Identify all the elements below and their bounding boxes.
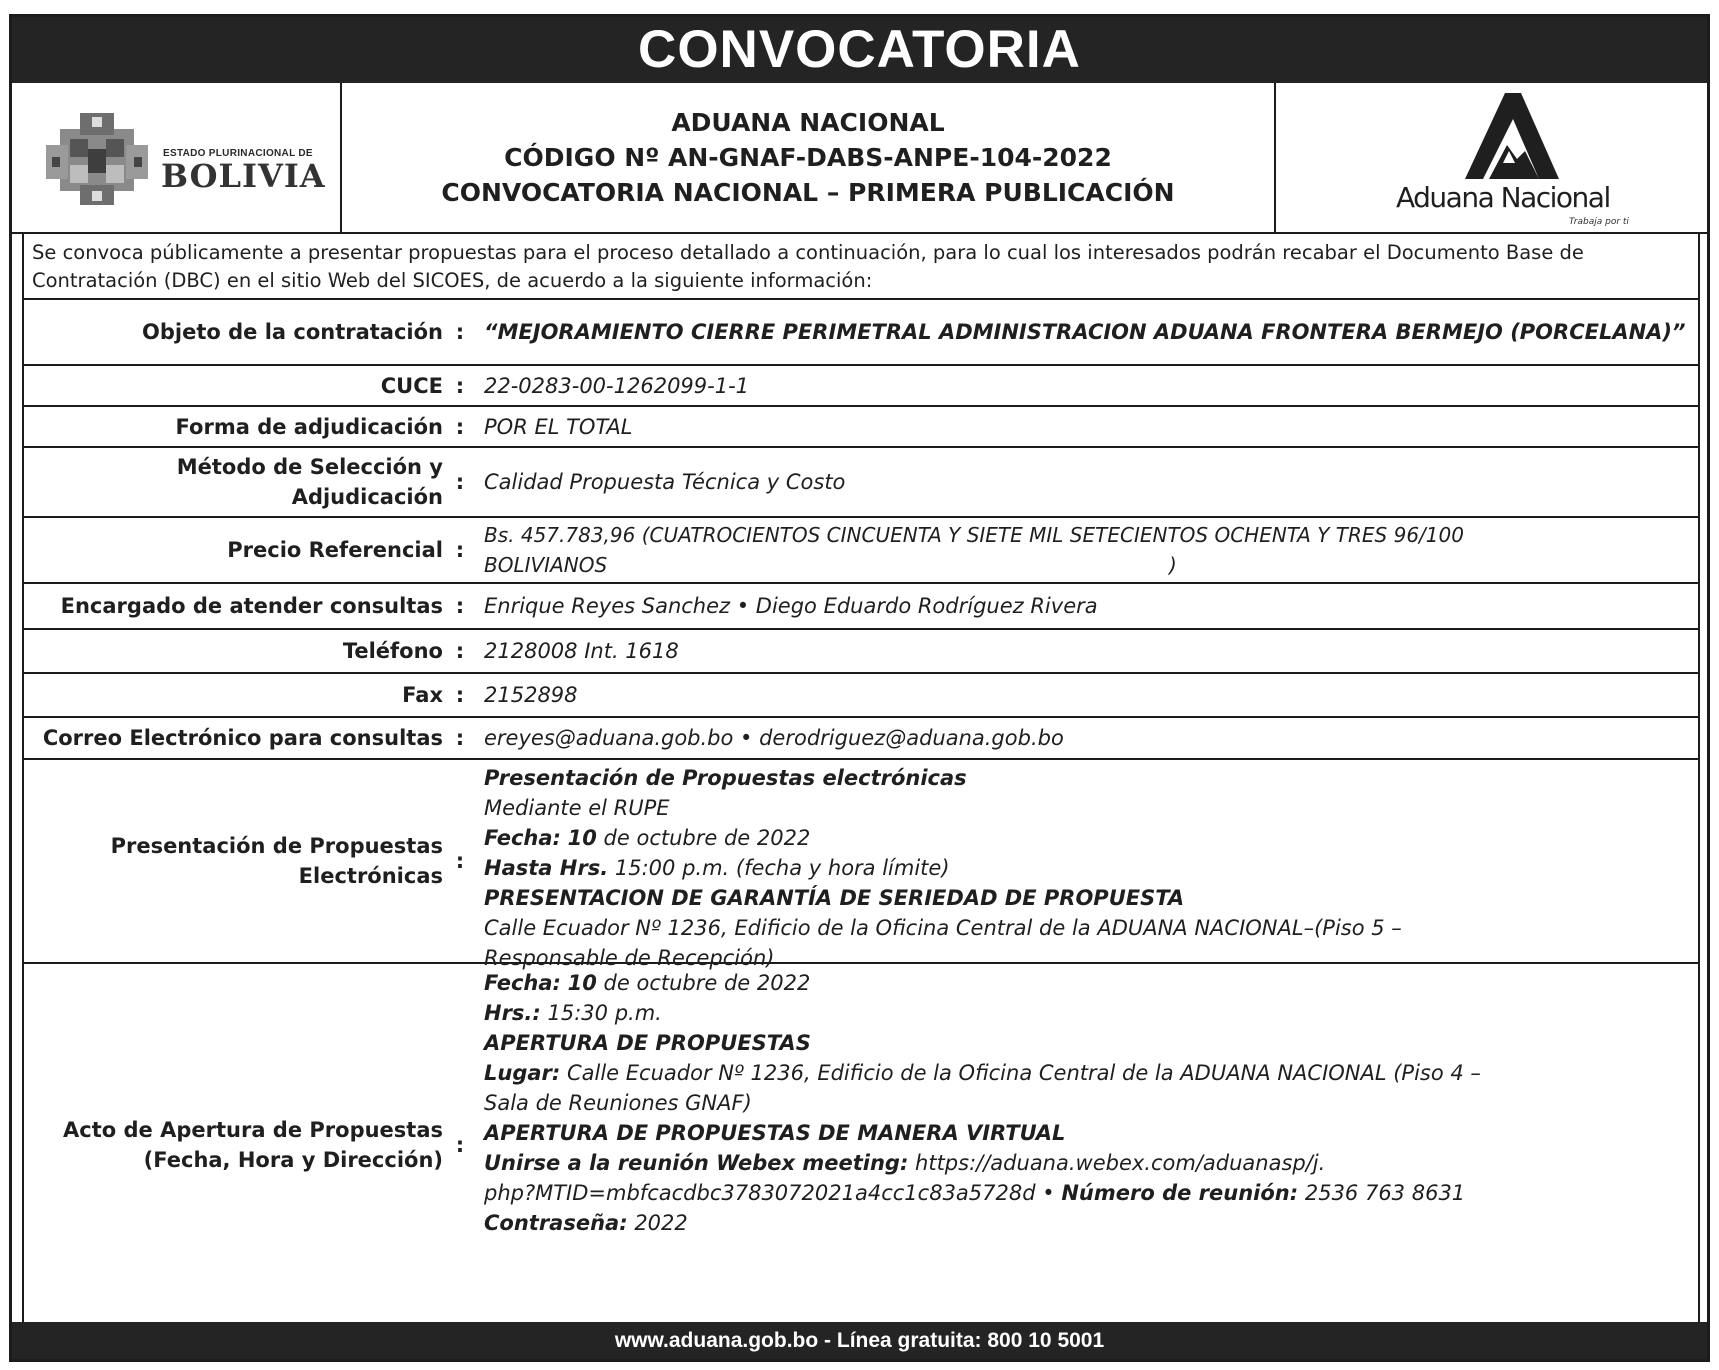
presentacion-hasta bbox=[484, 853, 1689, 883]
fecha-rest: de octubre de 2022 bbox=[603, 971, 811, 995]
row-value bbox=[484, 300, 1689, 364]
apertura-label-line1: Acto de Apertura de Propuestas bbox=[63, 1118, 443, 1142]
header-title-line3: CONVOCATORIA NACIONAL – PRIMERA PUBLICACIÓN bbox=[441, 178, 1175, 207]
row-label bbox=[24, 964, 447, 1326]
header-title-line2: CÓDIGO Nº AN-GNAF-DABS-ANPE-104-2022 bbox=[504, 143, 1112, 172]
forma-value: POR EL TOTAL bbox=[484, 414, 633, 439]
row-label: Correo Electrónico para consultas bbox=[42, 726, 443, 750]
fecha-rest: de octubre de 2022 bbox=[603, 826, 811, 850]
telefono-value: 2128008 Int. 1618 bbox=[484, 639, 679, 663]
lugar-label: Lugar: bbox=[484, 1061, 561, 1085]
header-title-line1: ADUANA NACIONAL bbox=[671, 108, 945, 137]
row-value bbox=[484, 366, 1689, 405]
row-colon: : bbox=[455, 683, 465, 707]
row-forma bbox=[24, 407, 1698, 448]
intro-paragraph: Se convoca públicamente a presentar propuestas para el proceso detallado a continuación, para lo cual los interesados podrán recabar el Documento Base de Contratación (DBC) en el sitio Web del SICOES, de acuerdo a la siguiente información: bbox=[24, 234, 1698, 300]
hasta-label: Hasta Hrs. bbox=[484, 856, 609, 880]
garantia-line1: Calle Ecuador Nº 1236, Edificio de la Oficina Central de la ADUANA NACIONAL–(Piso 5 – bbox=[484, 916, 1402, 940]
fax-value: 2152898 bbox=[484, 683, 578, 707]
row-colon: : bbox=[455, 414, 465, 439]
header-box bbox=[12, 83, 1707, 234]
precio-close-paren: ) bbox=[1169, 553, 1177, 577]
virtual-title: APERTURA DE PROPUESTAS DE MANERA VIRTUAL bbox=[484, 1121, 1066, 1145]
apertura-lugar bbox=[484, 1058, 1689, 1088]
precio-value-line2 bbox=[484, 550, 1689, 580]
apertura-fecha bbox=[484, 968, 1689, 998]
row-correo bbox=[24, 718, 1698, 760]
objeto-value: “MEJORAMIENTO CIERRE PERIMETRAL ADMINISTRACION ADUANA FRONTERA BERMEJO (PORCELANA)” bbox=[484, 320, 1686, 344]
webex-label: Unirse a la reunión Webex meeting: bbox=[484, 1151, 909, 1175]
aduana-mountain-icon bbox=[1459, 93, 1559, 181]
webex-line bbox=[484, 1148, 1689, 1178]
row-value bbox=[484, 407, 1689, 446]
row-colon: : bbox=[455, 470, 465, 494]
fecha-label: Fecha: bbox=[484, 971, 561, 995]
row-encargado bbox=[24, 584, 1698, 630]
row-apertura bbox=[24, 964, 1698, 1326]
bolivia-logo bbox=[12, 83, 342, 232]
correo-value[interactable]: ereyes@aduana.gob.bo • derodriguez@aduana.gob.bo bbox=[484, 726, 1064, 750]
row-colon: : bbox=[455, 849, 465, 873]
hasta-value: 15:00 p.m. (fecha y hora límite) bbox=[614, 856, 950, 880]
fecha-day: 10 bbox=[567, 971, 597, 995]
row-colon: : bbox=[455, 373, 465, 398]
row-value bbox=[484, 518, 1689, 582]
row-value bbox=[484, 760, 1689, 970]
info-table bbox=[22, 234, 1700, 1326]
aduana-logo-slogan: Trabaja por ti bbox=[1569, 217, 1629, 227]
lugar-line2: Sala de Reuniones GNAF) bbox=[484, 1091, 752, 1115]
row-precio bbox=[24, 518, 1698, 584]
webex-url-part1[interactable]: https://aduana.webex.com/aduanasp/j. bbox=[915, 1151, 1326, 1175]
bolivia-emblem-icon bbox=[42, 109, 152, 209]
row-colon: : bbox=[455, 320, 465, 344]
row-cuce bbox=[24, 366, 1698, 407]
row-metodo bbox=[24, 448, 1698, 518]
row-label: Teléfono bbox=[342, 639, 443, 663]
row-value bbox=[484, 964, 1689, 1326]
aduana-logo-word: Aduana Nacional bbox=[1396, 181, 1610, 214]
row-label: Precio Referencial bbox=[227, 538, 443, 562]
row-fax bbox=[24, 674, 1698, 718]
footer-bar: www.aduana.gob.bo - Línea gratuita: 800 10 5001 bbox=[12, 1322, 1707, 1359]
numero-value: 2536 763 8631 bbox=[1304, 1181, 1466, 1205]
row-colon: : bbox=[455, 594, 465, 618]
fecha-day: 10 bbox=[567, 826, 597, 850]
webex-url-part2[interactable]: php?MTID=mbfcacdbc3783072021a4cc1c83a5728d bbox=[484, 1181, 1036, 1205]
banner-title: CONVOCATORIA bbox=[12, 17, 1707, 83]
encargado-value: Enrique Reyes Sanchez • Diego Eduardo Rodríguez Rivera bbox=[484, 594, 1098, 618]
bolivia-logo-caption: ESTADO PLURINACIONAL DE bbox=[163, 148, 313, 159]
row-label: Forma de adjudicación bbox=[175, 414, 443, 439]
row-label: Encargado de atender consultas bbox=[60, 594, 443, 618]
presentacion-medio: Mediante el RUPE bbox=[484, 796, 670, 820]
password-value: 2022 bbox=[634, 1211, 688, 1235]
row-label: CUCE bbox=[380, 373, 443, 398]
lugar-line1: Calle Ecuador Nº 1236, Edificio de la Oficina Central de la ADUANA NACIONAL (Piso 4 – bbox=[566, 1061, 1481, 1085]
cuce-value: 22-0283-00-1262099-1-1 bbox=[484, 373, 750, 398]
precio-currency: BOLIVIANOS bbox=[484, 553, 608, 577]
password-line bbox=[484, 1208, 1689, 1238]
apertura-title: APERTURA DE PROPUESTAS bbox=[484, 1031, 811, 1055]
aduana-logo bbox=[1276, 83, 1707, 232]
presentacion-fecha bbox=[484, 823, 1689, 853]
metodo-value: Calidad Propuesta Técnica y Costo bbox=[484, 470, 846, 494]
row-colon: : bbox=[455, 538, 465, 562]
row-label: Fax bbox=[402, 683, 443, 707]
garantia-title: PRESENTACION DE GARANTÍA DE SERIEDAD DE PROPUESTA bbox=[484, 886, 1185, 910]
row-value bbox=[484, 630, 1689, 672]
precio-value-line1: Bs. 457.783,96 (CUATROCIENTOS CINCUENTA Y SIETE MIL SETECIENTOS OCHENTA Y TRES 96/100 bbox=[484, 523, 1464, 547]
numero-label: Número de reunión: bbox=[1061, 1181, 1299, 1205]
row-value bbox=[484, 584, 1689, 628]
row-label: Objeto de la contratación bbox=[142, 320, 443, 344]
row-colon: : bbox=[455, 1133, 465, 1157]
header-titles bbox=[342, 83, 1276, 232]
row-colon: : bbox=[455, 639, 465, 663]
row-colon: : bbox=[455, 726, 465, 750]
bullet: • bbox=[1042, 1181, 1055, 1205]
row-telefono bbox=[24, 630, 1698, 674]
announcement-page bbox=[9, 14, 1710, 1362]
bolivia-logo-word: BOLIVIA bbox=[161, 157, 326, 195]
apertura-hrs bbox=[484, 998, 1689, 1028]
password-label: Contraseña: bbox=[484, 1211, 628, 1235]
row-presentacion bbox=[24, 760, 1698, 970]
garantia-line2: Responsable de Recepción) bbox=[484, 946, 775, 970]
row-label: Presentación de Propuestas Electrónicas bbox=[110, 834, 443, 888]
webex-line2 bbox=[484, 1178, 1689, 1208]
hrs-label: Hrs.: bbox=[484, 1001, 541, 1025]
row-objeto bbox=[24, 300, 1698, 366]
hrs-value: 15:30 p.m. bbox=[547, 1001, 662, 1025]
fecha-label: Fecha: bbox=[484, 826, 561, 850]
presentacion-title: Presentación de Propuestas electrónicas bbox=[484, 766, 967, 790]
row-value bbox=[484, 448, 1689, 516]
row-value bbox=[484, 674, 1689, 716]
apertura-label-line2: (Fecha, Hora y Dirección) bbox=[143, 1148, 443, 1172]
row-label: Método de Selección y Adjudicación bbox=[176, 455, 443, 509]
row-value bbox=[484, 718, 1689, 758]
